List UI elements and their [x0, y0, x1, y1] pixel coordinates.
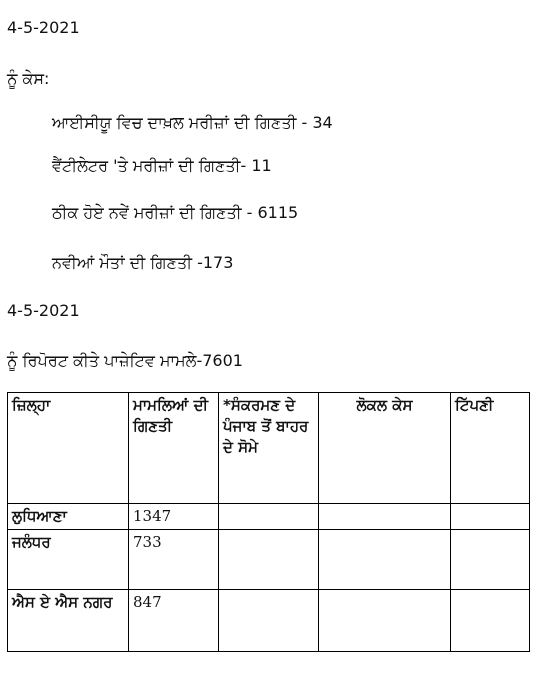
local-cases-cell	[319, 504, 451, 530]
positive-cases-intro: ਨੂੰ ਰਿਪੋਰਟ ਕੀਤੇ ਪਾਜ਼ੇਟਿਵ ਮਾਮਲੇ-7601	[7, 351, 243, 370]
count-cell: 847	[129, 590, 219, 652]
outside-source-cell	[219, 530, 319, 590]
header-district: ਜ਼ਿਲ੍ਹਾ	[8, 393, 129, 504]
count-cell: 733	[129, 530, 219, 590]
table-header-row	[8, 393, 530, 504]
remarks-cell	[451, 504, 530, 530]
outside-source-cell	[219, 590, 319, 652]
remarks-cell	[451, 590, 530, 652]
outside-source-cell	[219, 504, 319, 530]
local-cases-cell	[319, 590, 451, 652]
header-outside-source: *ਸੰਕਰਮਣ ਦੇ ਪੰਜਾਬ ਤੋਂ ਬਾਹਰ ਦੇ ਸੋਮੇ	[219, 393, 319, 504]
district-cell: ਜਲੰਧਰ	[8, 530, 129, 590]
header-local-cases: ਲੋਕਲ ਕੇਸ	[319, 393, 451, 504]
table-row	[8, 590, 530, 652]
icu-patients-stat: ਆਈਸੀਯੂ ਵਿਚ ਦਾਖ਼ਲ ਮਰੀਜ਼ਾਂ ਦੀ ਗਿਣਤੀ - 34	[52, 113, 333, 132]
recovered-patients-stat: ਠੀਕ ਹੋਏ ਨਵੇਂ ਮਰੀਜ਼ਾਂ ਦੀ ਗਿਣਤੀ - 6115	[52, 203, 299, 222]
table-row	[8, 504, 530, 530]
header-remarks: ਟਿੱਪਣੀ	[451, 393, 530, 504]
ventilator-patients-stat: ਵੈਂਟੀਲੇਟਰ 'ਤੇ ਮਰੀਜ਼ਾਂ ਦੀ ਗਿਣਤੀ- 11	[52, 156, 272, 175]
district-cell: ਲੁਧਿਆਣਾ	[8, 504, 129, 530]
local-cases-cell	[319, 530, 451, 590]
header-case-count: ਮਾਮਲਿਆਂ ਦੀ ਗਿਣਤੀ	[129, 393, 219, 504]
table-row	[8, 530, 530, 590]
district-cases-table	[7, 392, 530, 652]
new-deaths-stat: ਨਵੀਆਂ ਮੌਤਾਂ ਦੀ ਗਿਣਤੀ -173	[52, 253, 234, 272]
report-date: 4-5-2021	[7, 18, 80, 37]
count-cell: 1347	[129, 504, 219, 530]
remarks-cell	[451, 530, 530, 590]
cases-intro: ਨੂੰ ਕੇਸ:	[7, 69, 50, 88]
district-cell: ਐਸ ਏ ਐਸ ਨਗਰ	[8, 590, 129, 652]
report-date-second: 4-5-2021	[7, 301, 80, 320]
